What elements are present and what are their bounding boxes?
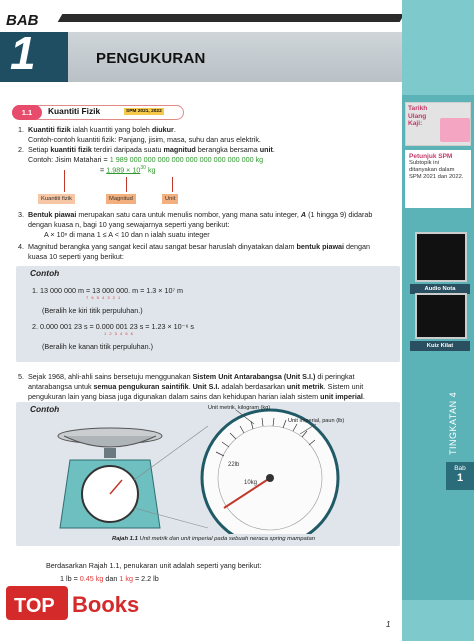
quick-quiz-label: Kuiz Kilat [410, 341, 470, 351]
spm-hint-panel [405, 150, 471, 208]
audio-qr-code-icon[interactable] [415, 232, 467, 282]
paragraph-1-examples: Contoh-contoh kuantiti fizik: Panjang, jisim, masa, suhu dan arus elektrik. [28, 135, 261, 144]
dial-22lb-label: 22lb [228, 462, 240, 468]
example-2-note: (Beralih ke kanan titik perpuluhan.) [42, 342, 154, 351]
paragraph-3: 3. Bentuk piawai merupakan satu cara untuk menulis nombor, yang mana satu integer, A (1 hingga 9) didarab [18, 210, 373, 219]
spm-hint-body: Subtopik ini ditanyakan dalam SPM 2021 dan 2022. [409, 160, 464, 181]
paragraph-2: 2. Setiap kuantiti fizik terdiri daripada suatu magnitud berangka bersama unit. [18, 145, 275, 154]
paragraph-4: 4. Magnitud berangka yang sangat kecil atau sangat besar haruslah dinyatakan dalam bentuk piawai dengan [18, 242, 371, 251]
chapter-number: 1 [10, 27, 36, 79]
paragraph-5-line-2: antarabangsa untuk semua pengukuran saintifik. Unit S.I. adalah berdasarkan unit metrik. Sistem unit [28, 382, 364, 391]
arrow-unit [172, 177, 173, 192]
chapter-tab-number: 1 [456, 472, 464, 484]
label-physical-quantity: Kuantiti fizik [38, 194, 75, 204]
sun-mass-standard-form: = $1.989 \times 10^{30}$ kg [100, 165, 156, 175]
conversion-line: 1 lb = 0.45 kg dan 1 kg = 2.2 lb [60, 574, 159, 583]
example-2-digit-count: 1 2 3 4 5 6 [104, 331, 134, 336]
large-dial [202, 410, 338, 534]
topbooks-watermark [6, 580, 174, 624]
scale-pan-bowl [64, 436, 156, 447]
page-number: 1 [386, 620, 391, 629]
header-slant-bar [58, 14, 405, 22]
metric-unit-label: Unit metrik, kilogram (kg) [208, 405, 271, 411]
spm-hint-title: Petunjuk SPM [409, 153, 453, 160]
arrow-magnitude [126, 177, 127, 192]
form-level-label: TINGKATAN 4 [448, 391, 458, 455]
needle-pivot [266, 474, 274, 482]
section-number: 1.1 [12, 105, 42, 120]
chapter-tab[interactable] [446, 462, 474, 490]
paragraph-4-line-2: kuasa 10 seperti yang berikut: [28, 252, 124, 261]
example-2-title: Contoh [30, 404, 60, 414]
example-1-note: (Beralih ke kiri titik perpuluhan.) [42, 306, 143, 315]
watermark-top-text: TOP [14, 595, 55, 617]
paragraph-5: 5. Sejak 1968, ahli-ahli sains bersetuju menggunakan Sistem Unit Antarabangsa (Unit S.I.) di peringkat [18, 372, 355, 381]
chapter-title: PENGUKURAN [96, 50, 206, 67]
example-1-digit-count: 7 6 5 4 3 2 1 [86, 295, 122, 300]
spring-scale-illustration [48, 404, 358, 534]
section-title: Kuantiti Fizik [48, 106, 101, 116]
paragraph-3-line-2: dengan kuasa n, bagi 10 yang sewajarnya seperti yang berikut: [28, 220, 230, 229]
arrow-quantity [64, 170, 65, 192]
audio-notes-label: Audio Nota [410, 284, 470, 294]
dial-10kg-label: 10kg [244, 480, 258, 486]
spm-year-tag: SPM 2021, 2022 [126, 109, 162, 114]
scale-stem [104, 448, 116, 458]
bab-label: BAB [6, 12, 39, 29]
paragraph-5-line-3: pengukuran lain yang biasa juga digunakan dalam sains dan kehidupan harian ialah sistem unit imperial. [28, 392, 365, 401]
example-1-line: 1. 13 000 000 m = 13 000 000. m = 1.3 × 10⁷ m [32, 286, 184, 295]
revision-date-field[interactable] [440, 118, 470, 142]
chapter-tab-label: Bab [454, 465, 466, 472]
revision-date-label: Tarikh Ulang Kaji: [408, 105, 428, 128]
watermark-books-text: Books [72, 592, 140, 617]
example-1-title: Contoh [30, 268, 60, 278]
figure-caption: Rajah 1.1 Unit metrik dan unit imperial pada sebuah neraca spring mampatan [112, 536, 316, 542]
imperial-unit-label: Unit imperial, paun (lb) [288, 418, 345, 424]
example-2-line: 2. 0.000 001 23 s = 0.000 001 23 s = 1.23 × 10⁻⁶ s [32, 322, 195, 331]
paragraph-1: 1. Kuantiti fizik ialah kuantiti yang boleh diukur. [18, 125, 176, 134]
standard-form-formula: A × 10ⁿ di mana 1 ≤ A < 10 dan n ialah suatu integer [44, 230, 210, 239]
sun-mass-example: Contoh: Jisim Matahari = 1 989 000 000 000 000 000 000 000 000 000 kg [28, 155, 264, 164]
conversion-intro: Berdasarkan Rajah 1.1, penukaran unit adalah seperti yang berikut: [46, 561, 262, 570]
label-magnitude: Magnitud [106, 194, 136, 204]
label-unit: Unit [162, 194, 178, 204]
